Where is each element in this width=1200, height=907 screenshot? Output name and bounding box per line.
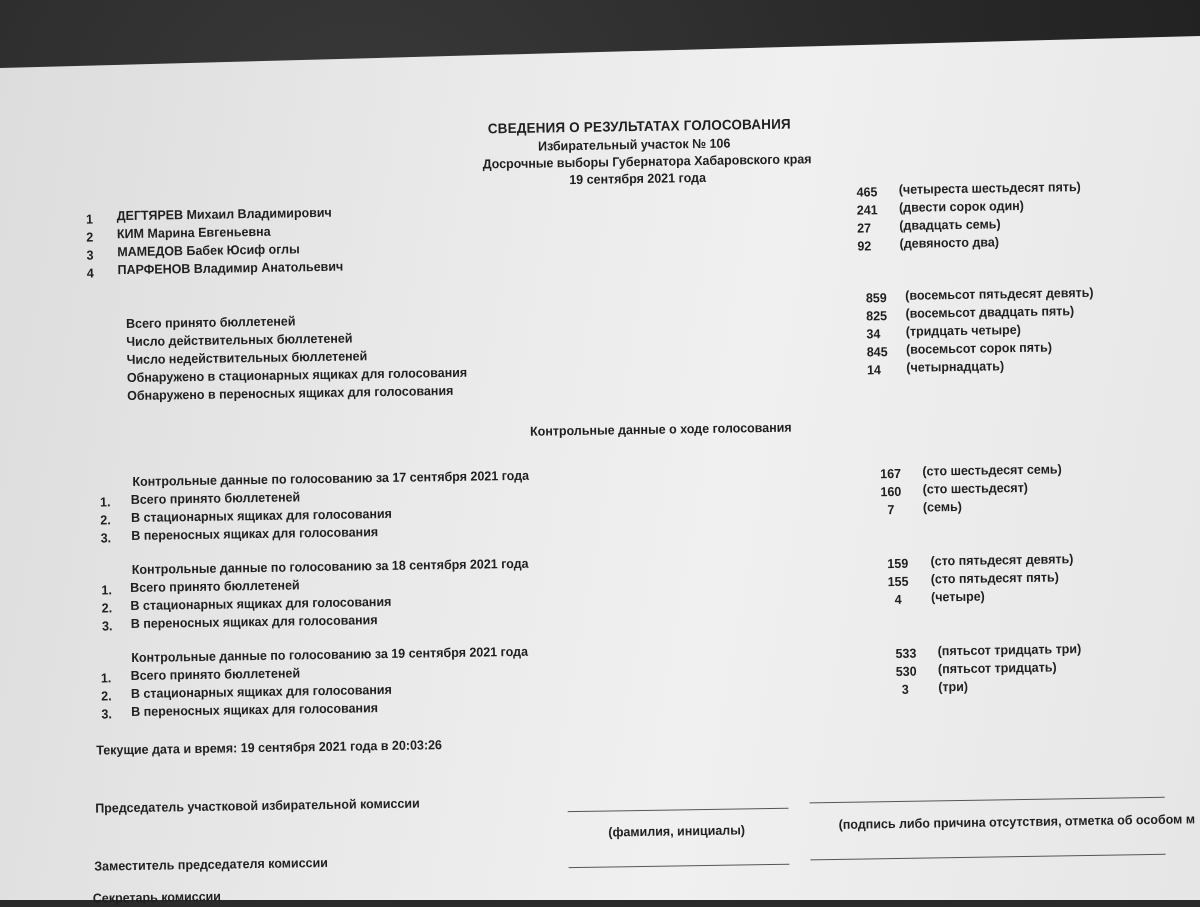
- row-value: 3: [901, 681, 909, 697]
- current-datetime: Текущие дата и время: 19 сентября 2021 года в 20:03:26: [96, 737, 443, 758]
- control-day-heading: Контрольные данные по голосованию за 17 сентября 2021 года: [132, 467, 530, 489]
- row-number: 3.: [101, 706, 112, 722]
- row-number: 2.: [100, 512, 111, 528]
- total-value-words: (восемьсот пятьдесят девять): [905, 284, 1094, 303]
- total-value-words: (четырнадцать): [906, 358, 1005, 375]
- candidate-votes: 27: [857, 220, 872, 236]
- row-number: 1.: [99, 494, 111, 510]
- row-number: 2.: [101, 688, 112, 704]
- row-value: 7: [887, 502, 895, 518]
- candidate-votes: 241: [856, 202, 878, 218]
- candidate-number: 2: [86, 229, 94, 245]
- row-value: 159: [887, 555, 909, 572]
- total-value: 845: [866, 344, 888, 360]
- row-number: 1.: [100, 670, 112, 686]
- name-caption: (фамилия, инициалы): [608, 822, 746, 840]
- row-value: 533: [895, 645, 917, 662]
- row-value-words: (сто шестьдесят): [922, 479, 1029, 497]
- name-signature-line: [568, 808, 789, 812]
- control-data-title: Контрольные данные о ходе голосования: [529, 419, 792, 439]
- secretary-label: Секретарь комиссии: [92, 888, 222, 906]
- row-value: 530: [895, 663, 917, 680]
- candidate-number: 3: [86, 247, 94, 263]
- row-value-words: (три): [938, 678, 969, 695]
- total-value-words: (восемьсот сорок пять): [905, 339, 1053, 357]
- row-label: В переносных ящиках для голосования: [131, 700, 379, 720]
- candidate-name: ПАРФЕНОВ Владимир Анатольевич: [117, 258, 344, 278]
- row-label: В переносных ящиках для голосования: [131, 524, 379, 544]
- row-value-words: (пятьсот тридцать): [937, 659, 1057, 677]
- candidate-votes-words: (четыреста шестьдесят пять): [898, 179, 1081, 197]
- control-day-heading: Контрольные данные по голосованию за 19 сентября 2021 года: [131, 643, 529, 666]
- candidate-votes-words: (двадцать семь): [899, 216, 1001, 233]
- row-value-words: (семь): [922, 498, 963, 515]
- total-value: 825: [866, 308, 888, 324]
- chairman-label: Председатель участковой избирательной комиссии: [95, 795, 420, 816]
- row-number: 3.: [101, 618, 113, 634]
- candidate-number: 1: [85, 211, 94, 227]
- row-number: 3.: [100, 530, 112, 546]
- deputy-name-line: [569, 864, 790, 868]
- total-value-words: (восемьсот двадцать пять): [905, 303, 1075, 321]
- row-value: 167: [880, 465, 902, 482]
- row-number: 1.: [101, 582, 112, 598]
- total-label: Обнаружено в стационарных ящиках для голосования: [126, 364, 468, 386]
- deputy-label: Заместитель председателя комиссии: [94, 854, 328, 874]
- row-value-words: (сто пятьдесят пять): [930, 569, 1059, 587]
- row-value: 160: [880, 483, 902, 500]
- total-value: 34: [866, 326, 881, 342]
- candidate-votes-words: (двести сорок один): [898, 197, 1024, 215]
- deputy-signature-line: [810, 854, 1165, 861]
- candidate-votes: 92: [857, 238, 872, 254]
- row-label: В стационарных ящиках для голосования: [130, 593, 392, 614]
- candidate-name: МАМЕДОВ Бабек Юсиф оглы: [117, 241, 300, 260]
- row-value-words: (четыре): [930, 588, 985, 605]
- candidate-votes-words: (девяносто два): [899, 234, 1000, 251]
- precinct-number: Избирательный участок № 106: [537, 135, 731, 154]
- total-value: 859: [865, 290, 887, 306]
- row-label: Всего принято бюллетеней: [130, 489, 301, 508]
- total-label: Всего принято бюллетеней: [125, 313, 296, 332]
- candidate-votes: 465: [856, 184, 878, 200]
- row-value: 4: [894, 591, 902, 608]
- row-label: В стационарных ящиках для голосования: [130, 505, 393, 526]
- candidate-name: КИМ Марина Евгеньевна: [116, 223, 271, 242]
- control-day-heading: Контрольные данные по голосованию за 18 сентября 2021 года: [131, 555, 529, 577]
- row-label: Всего принято бюллетеней: [130, 665, 301, 684]
- row-value: 155: [887, 573, 909, 590]
- signature-caption: (подпись либо причина отсутствия, отметка об особом м: [838, 811, 1196, 832]
- total-value-words: (тридцать четыре): [905, 322, 1021, 339]
- election-date: 19 сентября 2021 года: [569, 169, 707, 188]
- total-label: Число действительных бюллетеней: [126, 330, 353, 350]
- candidate-name: ДЕГТЯРЕВ Михаил Владимирович: [116, 204, 332, 224]
- row-value-words: (сто пятьдесят девять): [930, 551, 1074, 569]
- total-label: Число недействительных бюллетеней: [126, 348, 368, 368]
- election-name: Досрочные выборы Губернатора Хабаровского края: [482, 151, 812, 172]
- row-value-words: (пятьсот тридцать три): [937, 641, 1082, 659]
- document-title: СВЕДЕНИЯ О РЕЗУЛЬТАТАХ ГОЛОСОВАНИЯ: [487, 115, 791, 137]
- row-number: 2.: [101, 600, 113, 616]
- row-value-words: (сто шестьдесят семь): [922, 461, 1062, 479]
- candidate-number: 4: [86, 265, 94, 281]
- row-label: В стационарных ящиках для голосования: [130, 681, 392, 702]
- total-label: Обнаружено в переносных ящиках для голосования: [127, 382, 454, 404]
- signature-line: [810, 797, 1165, 804]
- row-label: Всего принято бюллетеней: [130, 577, 300, 596]
- row-label: В переносных ящиках для голосования: [130, 612, 378, 632]
- total-value: 14: [866, 362, 882, 378]
